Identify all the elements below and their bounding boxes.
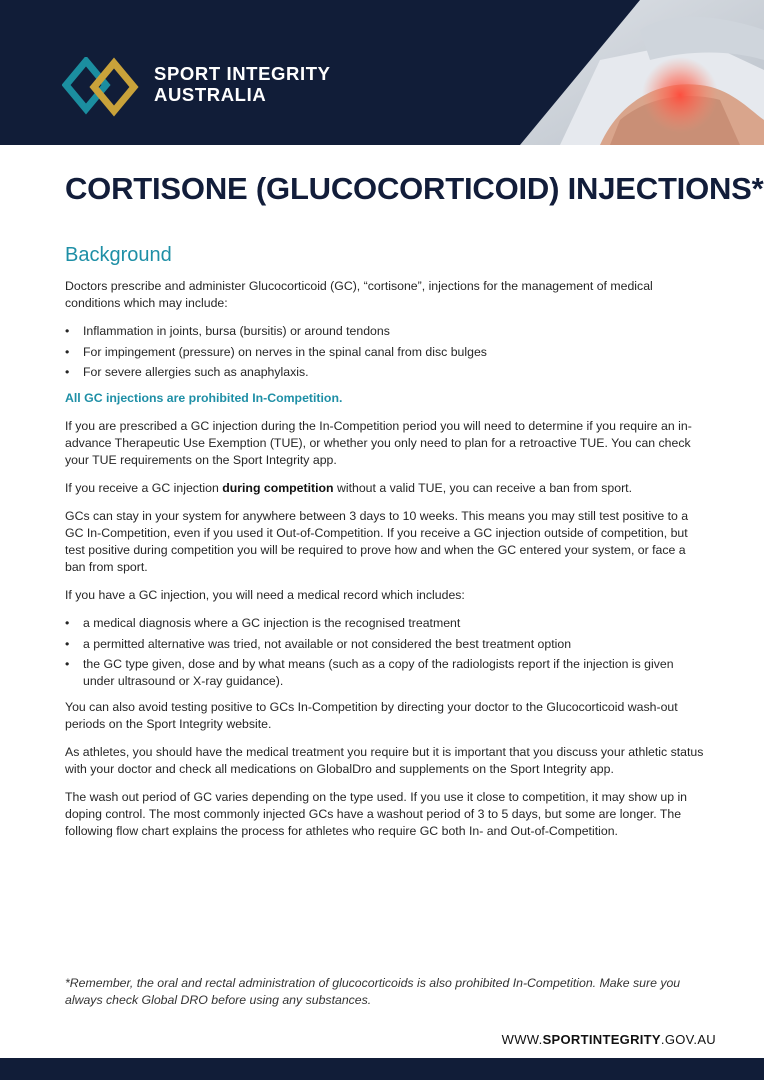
body-content xyxy=(65,278,705,851)
bullet-icon: • xyxy=(65,324,70,338)
bullet-icon: • xyxy=(65,616,70,630)
brand-name xyxy=(154,63,331,105)
ban-paragraph: If you receive a GC injection during competition without a valid TUE, you can receive a ban from sport. xyxy=(65,481,633,495)
record-list xyxy=(65,615,705,690)
washout-paragraph: You can also avoid testing positive to GCs In-Competition by directing your doctor to the Glucocorticoid wash-out periods on the Sport Integrity website. xyxy=(65,700,678,731)
page-title: CORTISONE (GLUCOCORTICOID) INJECTIONS* xyxy=(65,171,764,206)
tue-paragraph: If you are prescribed a GC injection during the In-Competition period you will need to determine if you require an in-advance Therapeutic Use Exemption (TUE), or whether you only need to plan for a retroactive TUE. You can check your TUE requirements on the Sport Integrity app. xyxy=(65,419,692,467)
list-item: • the GC type given, dose and by what means (such as a copy of the radiologists report if the injection is given under ultrasound or X-ray guidance). xyxy=(65,657,674,688)
prohibited-note: All GC injections are prohibited In-Competition. xyxy=(65,391,343,405)
bullet-icon: • xyxy=(65,344,70,359)
list-item: • For impingement (pressure) on nerves in the spinal canal from disc bulges xyxy=(65,344,487,359)
website-link[interactable]: WWW.SPORTINTEGRITY.GOV.AU xyxy=(501,1032,716,1047)
record-intro: If you have a GC injection, you will need a medical record which includes: xyxy=(65,588,465,602)
list-item: • For severe allergies such as anaphylaxis. xyxy=(65,365,309,379)
section-heading: Background xyxy=(65,244,172,266)
stay-paragraph: GCs can stay in your system for anywhere between 3 days to 10 weeks. This means you may still test positive to a GC In-Competition, even if you used it Out-of-Competition. If you receive a GC injection outside of competition, but test positive during competition you will be required to prove how and when the GC entered your system, or face a ban from sport. xyxy=(65,509,689,574)
list-item: • a permitted alternative was tried, not available or not considered the best treatment option xyxy=(65,636,572,651)
period-paragraph: The wash out period of GC varies depending on the type used. If you use it close to competition, it may show up in doping control. The most commonly injected GCs have a washout period of 3 to 5 days, but some are longer. The following flow chart explains the process for athletes who require GC both In- and Out-of-Competition. xyxy=(65,790,688,838)
brand-line-1: SPORT INTEGRITY xyxy=(154,63,331,84)
intro-paragraph: Doctors prescribe and administer Glucocorticoid (GC), “cortisone”, injections for the management of medical conditions which may include: xyxy=(65,279,653,310)
header-banner xyxy=(0,0,764,145)
athletes-paragraph: As athletes, you should have the medical treatment you require but it is important that you discuss your athletic status with your doctor and check all medications on GlobalDro and supplements on the Sport Integrity app. xyxy=(65,745,704,776)
footnote: *Remember, the oral and rectal administration of glucocorticoids is also prohibited In-Competition. Make sure you always check Global DRO before using any substances. xyxy=(65,976,681,1007)
footer-bar xyxy=(0,1058,764,1080)
brand-line-2: AUSTRALIA xyxy=(154,84,267,105)
bullet-icon: • xyxy=(65,636,70,651)
list-item: • Inflammation in joints, bursa (bursitis) or around tendons xyxy=(65,324,390,338)
emphasis-text: during competition xyxy=(222,481,334,495)
list-item: • a medical diagnosis where a GC injection is the recognised treatment xyxy=(65,616,461,630)
bullet-icon: • xyxy=(65,657,70,671)
bullet-icon: • xyxy=(65,365,70,379)
sport-integrity-logo-icon xyxy=(62,57,142,117)
conditions-list xyxy=(65,323,705,381)
